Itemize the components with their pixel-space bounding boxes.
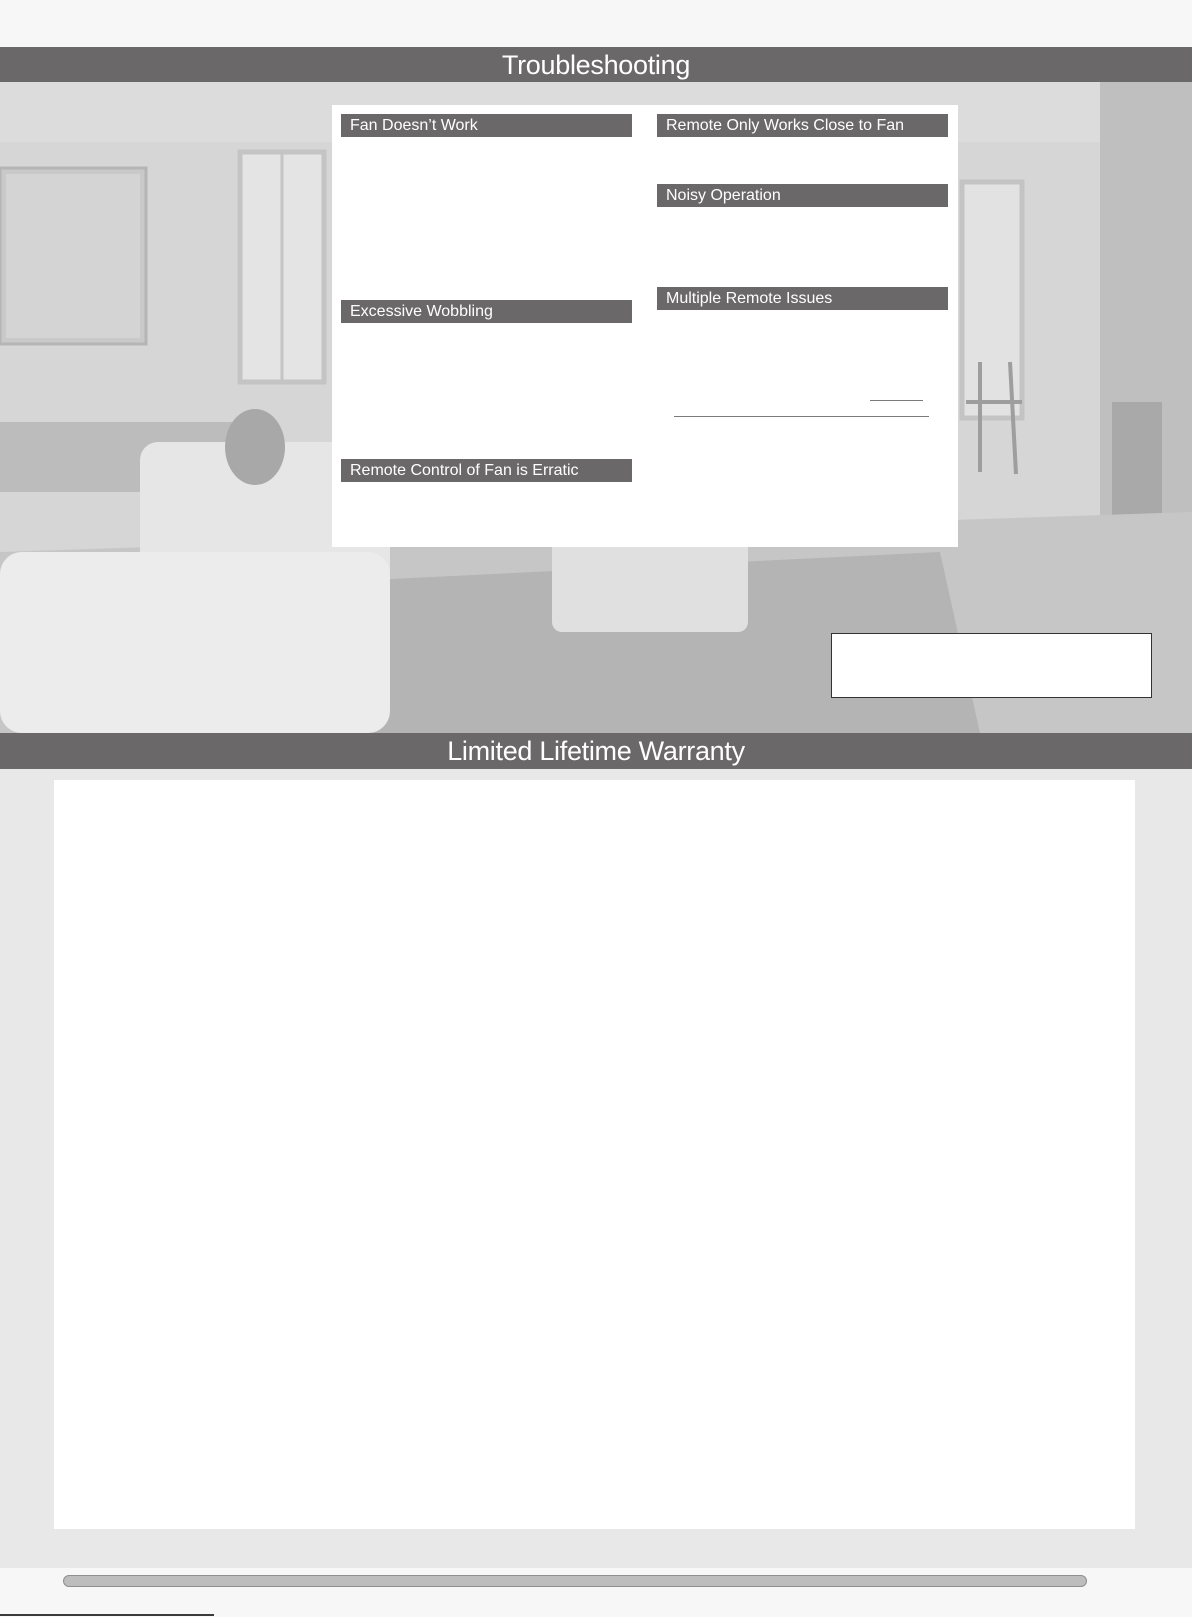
info-box <box>831 633 1152 698</box>
footer-line <box>0 1614 214 1616</box>
underline-rule <box>870 400 923 401</box>
section-title: Fan Doesn’t Work <box>350 117 478 134</box>
underline-rule <box>674 416 929 417</box>
section-header-remote-close <box>657 114 948 137</box>
warranty-title: Limited Lifetime Warranty <box>447 736 745 766</box>
section-header-excessive-wobbling <box>341 300 632 323</box>
section-header-remote-erratic <box>341 459 632 482</box>
section-title: Multiple Remote Issues <box>666 290 833 307</box>
troubleshooting-header <box>0 47 1192 83</box>
section-title: Remote Only Works Close to Fan <box>666 117 905 134</box>
section-header-fan-doesnt-work <box>341 114 632 137</box>
section-title: Remote Control of Fan is Erratic <box>350 462 579 479</box>
section-title: Excessive Wobbling <box>350 303 493 320</box>
section-header-multiple-remote <box>657 287 948 310</box>
warranty-panel <box>54 780 1135 1529</box>
section-title: Noisy Operation <box>666 187 781 204</box>
troubleshooting-title: Troubleshooting <box>501 50 691 80</box>
section-header-noisy-operation <box>657 184 948 207</box>
warranty-header <box>0 733 1192 769</box>
footer-bar <box>63 1575 1087 1587</box>
